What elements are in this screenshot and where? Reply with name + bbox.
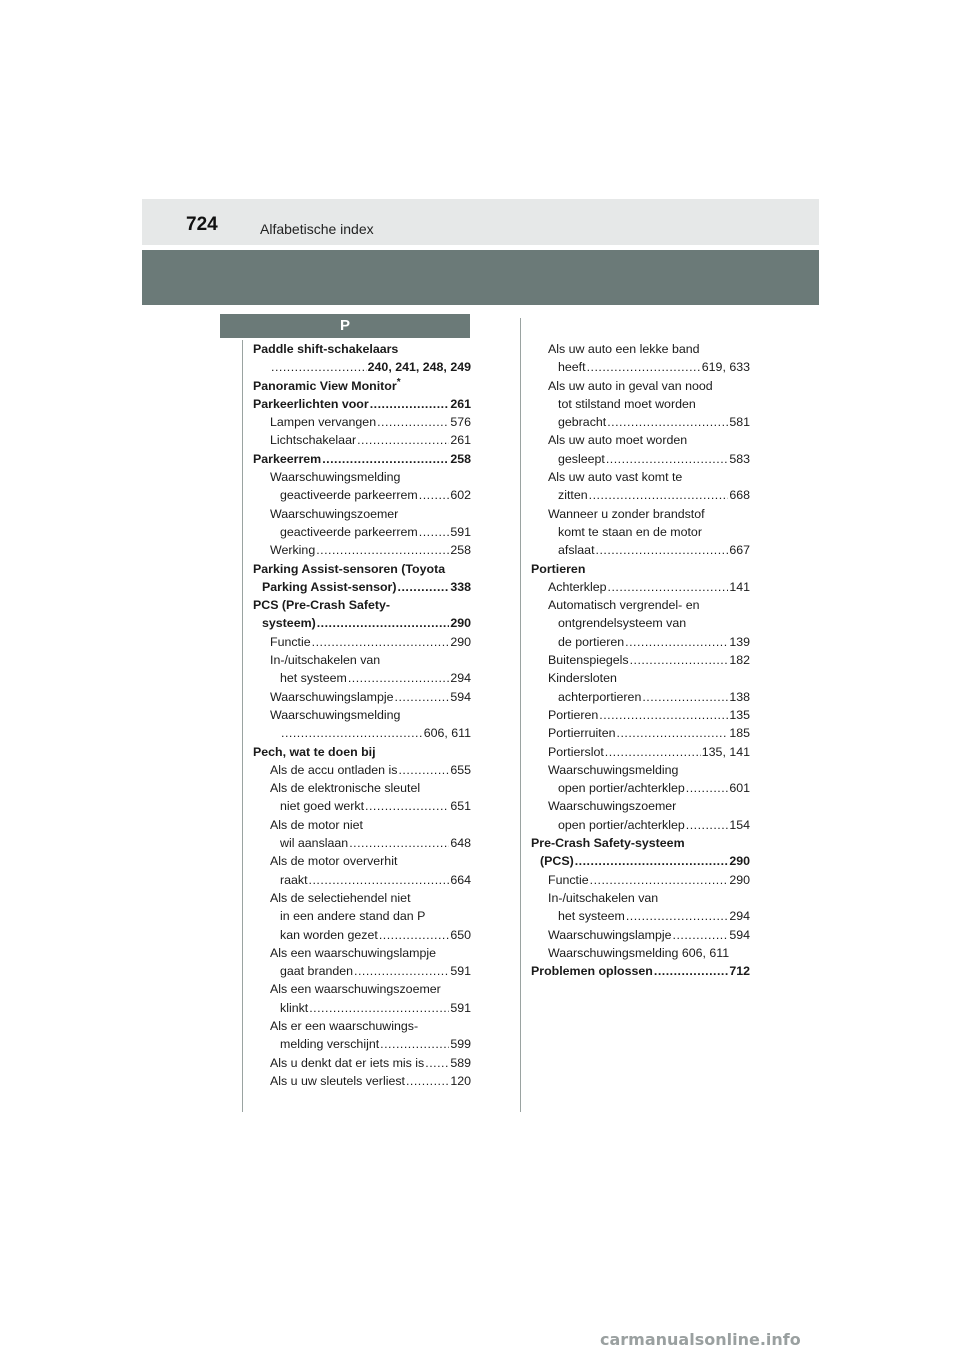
- index-term: Waarschuwingslampje: [548, 927, 672, 942]
- index-column-1: [253, 340, 471, 1090]
- index-entry: [253, 560, 471, 578]
- index-term: Waarschuwingslampje: [270, 689, 394, 704]
- dot-leader: [587, 358, 701, 376]
- page-reference: 589: [450, 1055, 471, 1070]
- dot-leader: [379, 926, 450, 944]
- page-reference: 594: [729, 927, 750, 942]
- index-term: Kindersloten: [548, 671, 617, 686]
- index-entry: [531, 468, 750, 486]
- index-entry: [253, 358, 471, 376]
- index-entry: [253, 706, 471, 724]
- dot-leader: [419, 523, 450, 541]
- page-reference: 141: [729, 579, 750, 594]
- index-entry: [253, 797, 471, 815]
- index-term: Problemen oplossen: [531, 964, 653, 979]
- page-reference: 182: [729, 653, 750, 668]
- dot-leader: [349, 834, 449, 852]
- index-term: open portier/achterklep: [558, 781, 685, 796]
- index-term: Automatisch vergrendel- en: [548, 598, 700, 613]
- index-term: afslaat: [558, 543, 595, 558]
- index-entry: [531, 505, 750, 523]
- page-reference: 650: [450, 927, 471, 942]
- index-term: geactiveerde parkeerrem: [280, 488, 418, 503]
- index-entry: [253, 907, 471, 925]
- dot-leader: [630, 651, 729, 669]
- index-term: Functie: [548, 872, 589, 887]
- footnote-marker: *: [396, 376, 401, 388]
- index-entry: [531, 541, 750, 559]
- index-entry: [253, 1017, 471, 1035]
- dot-leader: [654, 962, 728, 980]
- page-reference: 583: [729, 451, 750, 466]
- dot-leader: [281, 724, 423, 742]
- dot-leader: [312, 633, 450, 651]
- dot-leader: [398, 761, 449, 779]
- index-term: Als de selectiehendel niet: [270, 890, 411, 905]
- index-entry: [531, 523, 750, 541]
- dot-leader: [599, 706, 728, 724]
- dot-leader: [395, 688, 450, 706]
- dot-leader: [425, 1054, 449, 1072]
- index-term: tot stilstand moet worden: [558, 396, 696, 411]
- page-reference: 120: [450, 1073, 471, 1088]
- dot-leader: [642, 688, 728, 706]
- index-term: geactiveerde parkeerrem: [280, 524, 418, 539]
- index-term: zitten: [558, 488, 588, 503]
- index-term: Als er een waarschuwings-: [270, 1018, 419, 1033]
- dot-leader: [589, 486, 729, 504]
- page-reference: 668: [729, 488, 750, 503]
- dot-leader: [596, 541, 729, 559]
- index-term: gesleept: [558, 451, 605, 466]
- index-entry: [253, 889, 471, 907]
- index-entry: [531, 560, 750, 578]
- page-reference: 294: [729, 909, 750, 924]
- index-term: Waarschuwingsmelding: [270, 707, 401, 722]
- watermark: carmanualsonline.info: [600, 1330, 801, 1349]
- index-term: Pech, wat te doen bij: [253, 744, 376, 759]
- index-entry: [253, 578, 471, 596]
- index-term: kan worden gezet: [280, 927, 378, 942]
- page-reference: 185: [729, 726, 750, 741]
- page-reference: 258: [450, 543, 471, 558]
- index-entry: [531, 651, 750, 669]
- header-bar: [142, 199, 819, 245]
- index-term: Panoramic View Monitor*: [253, 376, 401, 393]
- index-entry: [253, 541, 471, 559]
- index-entry: [253, 761, 471, 779]
- index-term: Als de accu ontladen is: [270, 762, 398, 777]
- index-entry: [531, 633, 750, 651]
- page-reference: 667: [729, 543, 750, 558]
- index-entry: [253, 468, 471, 486]
- index-entry: [253, 669, 471, 687]
- dot-leader: [398, 578, 450, 596]
- index-term: Lampen vervangen: [270, 415, 377, 430]
- dot-leader: [316, 541, 449, 559]
- index-entry: [253, 596, 471, 614]
- index-entry: [253, 651, 471, 669]
- index-entry: [531, 743, 750, 761]
- page-reference: 294: [450, 671, 471, 686]
- index-entry: [253, 523, 471, 541]
- index-term: in een andere stand dan P: [280, 909, 426, 924]
- page-reference: 594: [450, 689, 471, 704]
- index-term: Als een waarschuwingslampje: [270, 945, 436, 960]
- page-reference: 655: [450, 762, 471, 777]
- page-reference: 240, 241, 248, 249: [367, 360, 471, 375]
- index-entry: [531, 907, 750, 925]
- index-term: Als de motor niet: [270, 817, 363, 832]
- index-entry: [531, 395, 750, 413]
- index-term: Portierruiten: [548, 726, 616, 741]
- page-reference: 139: [729, 634, 750, 649]
- index-entry: [531, 377, 750, 395]
- header-band: [142, 250, 819, 305]
- index-entry: [531, 761, 750, 779]
- section-title: Alfabetische index: [260, 221, 374, 237]
- dot-leader: [686, 779, 729, 797]
- page-reference: 261: [450, 396, 471, 411]
- index-entry: [253, 944, 471, 962]
- index-entry: [531, 816, 750, 834]
- column-divider-middle: [520, 318, 521, 1112]
- index-term: het systeem: [558, 909, 625, 924]
- index-term: (PCS): [540, 854, 574, 869]
- index-entry: [531, 797, 750, 815]
- index-term: Waarschuwingsmelding: [548, 762, 679, 777]
- index-term: achterportieren: [558, 689, 642, 704]
- dot-leader: [686, 816, 729, 834]
- index-term: komt te staan en de motor: [558, 524, 702, 539]
- index-term: Waarschuwingsmelding: [270, 470, 401, 485]
- page-reference: 602: [450, 488, 471, 503]
- dot-leader: [626, 907, 729, 925]
- index-entry: [253, 1035, 471, 1053]
- index-term: PCS (Pre-Crash Safety-: [253, 598, 391, 613]
- page-reference: 648: [450, 836, 471, 851]
- index-term: Paddle shift-schakelaars: [253, 342, 399, 356]
- index-term: Wanneer u zonder brandstof: [548, 506, 705, 521]
- dot-leader: [365, 797, 449, 815]
- index-term: ontgrendelsysteem van: [558, 616, 687, 631]
- index-entry: [253, 450, 471, 468]
- page-reference: 591: [450, 524, 471, 539]
- dot-leader: [419, 486, 450, 504]
- page-reference: 606, 611: [423, 726, 471, 741]
- page-reference: 619, 633: [701, 360, 750, 375]
- dot-leader: [348, 669, 450, 687]
- index-entry: [531, 614, 750, 632]
- dot-leader: [357, 431, 449, 449]
- index-entry: [531, 340, 750, 358]
- index-term: Lichtschakelaar: [270, 433, 357, 448]
- index-term: het systeem: [280, 671, 347, 686]
- index-entry: [253, 431, 471, 449]
- dot-leader: [309, 999, 449, 1017]
- index-entry: [253, 340, 471, 358]
- index-entry: [253, 926, 471, 944]
- page-reference: 591: [450, 1000, 471, 1015]
- index-entry: [531, 669, 750, 687]
- index-entry: [253, 980, 471, 998]
- index-entry: [531, 413, 750, 431]
- index-term: Achterklep: [548, 579, 607, 594]
- dot-leader: [607, 413, 728, 431]
- index-term: gaat branden: [280, 964, 354, 979]
- index-term: Pre-Crash Safety-systeem: [531, 836, 685, 851]
- page-reference: 664: [450, 872, 471, 887]
- page-number: 724: [186, 214, 218, 235]
- index-term: Als u denkt dat er iets mis is: [270, 1055, 425, 1070]
- index-term: melding verschijnt: [280, 1037, 380, 1052]
- index-entry: [531, 779, 750, 797]
- index-entry: [531, 358, 750, 376]
- page-reference: 135, 141: [701, 744, 750, 759]
- index-term: Parkeerlichten voor: [253, 396, 369, 411]
- index-letter-heading: P: [220, 314, 470, 338]
- index-term: Portieren: [531, 561, 586, 576]
- dot-leader: [605, 743, 701, 761]
- index-entry: [253, 413, 471, 431]
- index-entry: [531, 486, 750, 504]
- page-reference: 290: [450, 616, 471, 631]
- index-entry: [253, 614, 471, 632]
- index-term: Waarschuwingszoemer: [548, 799, 677, 814]
- index-term: wil aanslaan: [280, 836, 349, 851]
- index-entry: [531, 834, 750, 852]
- column-divider-left: [242, 340, 243, 1112]
- page-reference: 154: [729, 817, 750, 832]
- dot-leader: [575, 852, 729, 870]
- index-term: systeem): [262, 616, 316, 631]
- index-term: Functie: [270, 634, 311, 649]
- page-reference: 581: [729, 415, 750, 430]
- page-reference: 138: [729, 689, 750, 704]
- index-term: In-/uitschakelen van: [270, 653, 381, 668]
- page-reference: 338: [450, 579, 471, 594]
- page-reference: 290: [729, 872, 750, 887]
- index-term: Als uw auto moet worden: [548, 433, 688, 448]
- index-entry: [531, 706, 750, 724]
- index-entry: [253, 724, 471, 742]
- index-entry: [531, 944, 750, 962]
- index-entry: [253, 688, 471, 706]
- index-term: Parking Assist-sensoren (Toyota: [253, 561, 446, 576]
- index-entry: [531, 871, 750, 889]
- page-reference: 261: [450, 433, 471, 448]
- dot-leader: [608, 578, 729, 596]
- index-term: Parking Assist-sensor): [262, 579, 397, 594]
- index-entry: [253, 505, 471, 523]
- index-term: open portier/achterklep: [558, 817, 685, 832]
- index-entry: [531, 962, 750, 980]
- dot-leader: [377, 413, 449, 431]
- index-entry: [253, 633, 471, 651]
- page-reference: 712: [729, 964, 750, 979]
- index-entry: [531, 450, 750, 468]
- index-term: Waarschuwingsmelding 606, 611: [548, 945, 730, 960]
- page-reference: 258: [450, 451, 471, 466]
- page-reference: 290: [450, 634, 471, 649]
- dot-leader: [322, 450, 449, 468]
- index-entry: [253, 779, 471, 797]
- page-reference: 599: [450, 1037, 471, 1052]
- index-term: Als uw auto in geval van nood: [548, 378, 713, 393]
- dot-leader: [617, 724, 729, 742]
- index-entry: [253, 377, 471, 395]
- dot-leader: [380, 1035, 449, 1053]
- index-term: Als een waarschuwingszoemer: [270, 982, 441, 997]
- index-term: Buitenspiegels: [548, 653, 629, 668]
- index-entry: [253, 486, 471, 504]
- dot-leader: [590, 871, 729, 889]
- page-reference: 591: [450, 964, 471, 979]
- index-entry: [531, 889, 750, 907]
- index-column-2: [531, 340, 750, 980]
- index-term: Waarschuwingszoemer: [270, 506, 399, 521]
- index-term: Parkeerrem: [253, 451, 322, 466]
- dot-leader: [673, 926, 729, 944]
- index-term: Als de elektronische sleutel: [270, 781, 421, 796]
- index-term: klinkt: [280, 1000, 309, 1015]
- index-term: In-/uitschakelen van: [548, 890, 659, 905]
- index-entry: [253, 816, 471, 834]
- index-entry: [531, 596, 750, 614]
- index-term: Als uw auto een lekke band: [548, 342, 700, 356]
- index-entry: [253, 1054, 471, 1072]
- dot-leader: [317, 614, 450, 632]
- index-entry: [253, 852, 471, 870]
- page-reference: 576: [450, 415, 471, 430]
- dot-leader: [354, 962, 449, 980]
- index-entry: [531, 431, 750, 449]
- index-term: Portieren: [548, 707, 599, 722]
- index-entry: [531, 926, 750, 944]
- index-term: gebracht: [558, 415, 607, 430]
- index-entry: [253, 871, 471, 889]
- index-entry: [253, 395, 471, 413]
- dot-leader: [309, 871, 450, 889]
- index-term: niet goed werkt: [280, 799, 365, 814]
- index-entry: [253, 834, 471, 852]
- dot-leader: [625, 633, 728, 651]
- dot-leader: [271, 358, 367, 376]
- index-term: Als de motor oververhit: [270, 854, 398, 869]
- page-reference: 651: [450, 799, 471, 814]
- index-entry: [253, 1072, 471, 1090]
- index-entry: [253, 962, 471, 980]
- index-entry: [531, 578, 750, 596]
- index-term: Als uw auto vast komt te: [548, 470, 683, 485]
- page-reference: 290: [729, 854, 750, 869]
- index-entry: [531, 852, 750, 870]
- index-term: raakt: [280, 872, 308, 887]
- page-reference: 135: [729, 707, 750, 722]
- index-entry: [253, 743, 471, 761]
- index-term: heeft: [558, 360, 586, 375]
- page-reference: 601: [729, 781, 750, 796]
- index-term: Als u uw sleutels verliest: [270, 1073, 405, 1088]
- index-term: Portierslot: [548, 744, 604, 759]
- index-term: Werking: [270, 543, 316, 558]
- index-term: de portieren: [558, 634, 625, 649]
- dot-leader: [370, 395, 450, 413]
- dot-leader: [406, 1072, 449, 1090]
- index-entry: [531, 688, 750, 706]
- dot-leader: [606, 450, 728, 468]
- index-entry: [253, 999, 471, 1017]
- index-entry: [531, 724, 750, 742]
